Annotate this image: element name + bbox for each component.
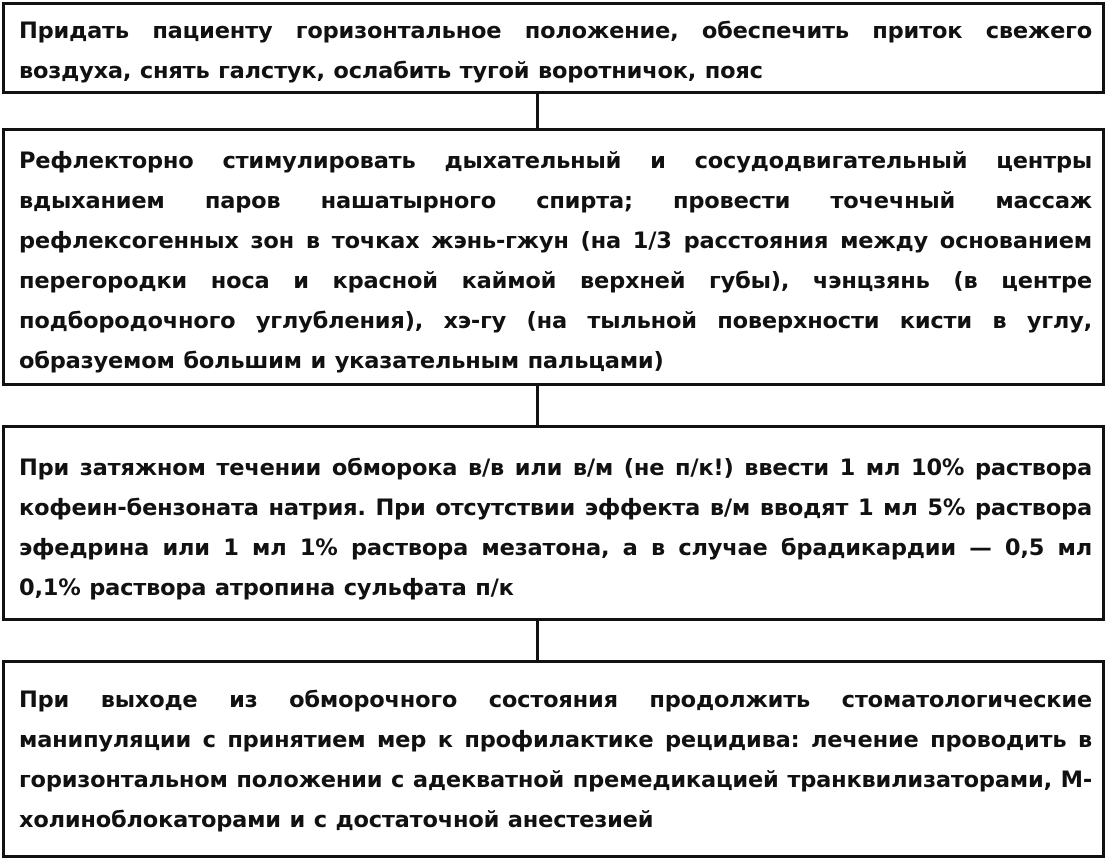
step-text-3: При затяжном течении обморока в/в или в/м (не п/к!) ввести 1 мл 10% раствора кофеин-бензоната натрия. При отсутствии эффекта в/м вводят 1 мл 5% раствора эфедрина или 1 мл 1% раствора мезатона, а в случае брадикардии — 0,5 мл 0,1% раствора атропина сульфата п/к — [19, 455, 1092, 601]
step-text-4: При выходе из обморочного состояния продолжить стоматологические манипуляции с принятием мер к профилактике рецидива: лечение проводить в горизонтальном положении с адекватной премедикацией транквилизаторами, М-холиноблокаторами и с достаточной анестезией — [19, 687, 1092, 833]
step-box-3 — [2, 425, 1105, 621]
connector-line-1 — [536, 94, 539, 128]
step-text-2: Рефлекторно стимулировать дыхательный и сосудодвигательный центры вдыханием паров нашатырного спирта; провести точечный массаж рефлексогенных зон в точках жэнь-гжун (на 1/3 расстояния между основанием перегородки носа и красной каймой верхней губы), чэнцзянь (в центре подбородочного углубления), хэ-гу (на тыльной поверхности кисти в углу, образуемом большим и указательным пальцами) — [19, 148, 1092, 374]
step-text-1: Придать пациенту горизонтальное положение, обеспечить приток свежего воздуха, снять галстук, ослабить тугой воротничок, пояс — [19, 18, 1092, 84]
step-box-4 — [2, 660, 1105, 858]
connector-line-3 — [536, 621, 539, 660]
connector-line-2 — [536, 386, 539, 425]
step-box-2 — [2, 128, 1105, 386]
step-box-1 — [2, 2, 1105, 94]
